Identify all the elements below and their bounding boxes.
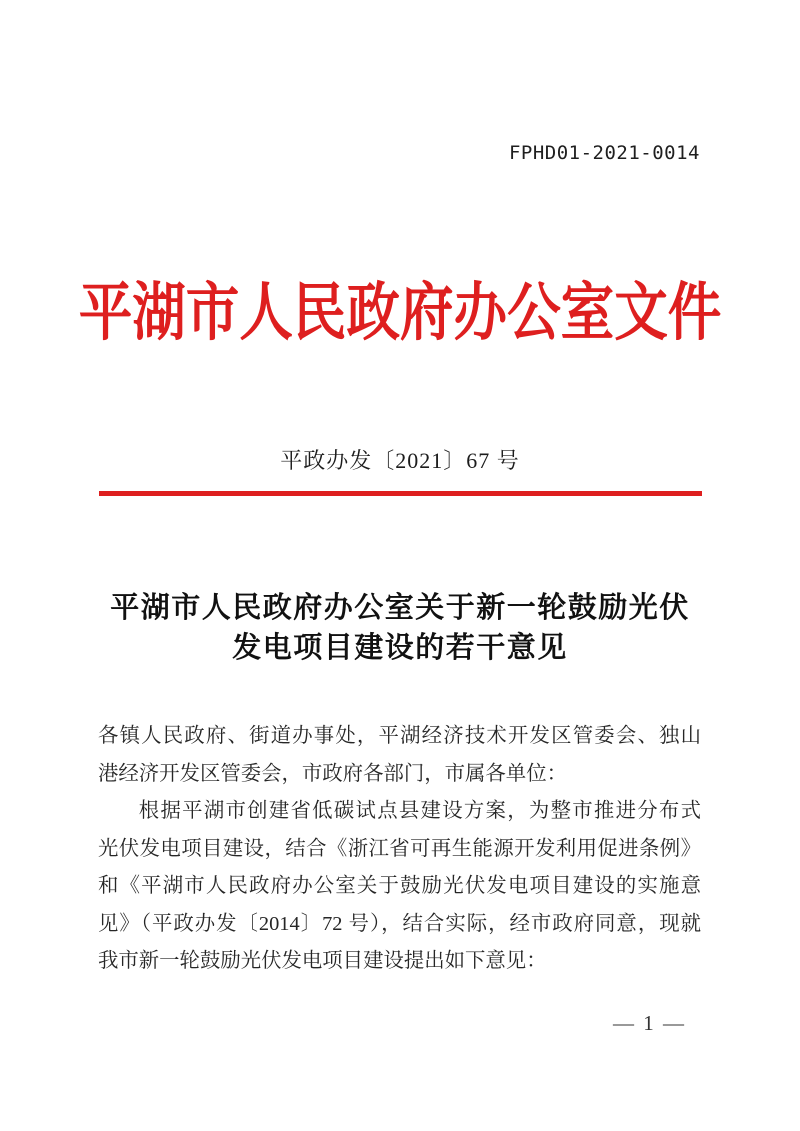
masthead-title: 平湖市人民政府办公室文件 [78,278,722,348]
document-title [0,588,800,668]
red-divider-rule [99,491,702,496]
doc-issue-number: 平政办发〔2021〕67 号 [280,448,520,473]
text-line: 根据平湖市创建省低碳试点县建设方案，为整市推进分布式 [138,800,701,822]
document-title-line: 平湖市人民政府办公室关于新一轮鼓励光伏 [110,592,690,624]
document-body [98,718,701,981]
text-line: 和《平湖市人民政府办公室关于鼓励光伏发电项目建设的实施意 [98,875,701,897]
document-title-line: 发电项目建设的若干意见 [232,632,568,664]
text-line: 港经济开发区管委会，市政府各部门，市属各单位： [98,762,567,785]
intro-paragraph [98,793,701,981]
text-line: 光伏发电项目建设，结合《浙江省可再生能源开发利用促进条例》 [98,837,701,860]
text-line: 见》（平政办发〔2014〕72 号），结合实际，经市政府同意，现就 [98,912,701,935]
text-line: 我市新一轮鼓励光伏发电项目建设提出如下意见： [98,950,547,972]
text-line: 各镇人民政府、街道办事处，平湖经济技术开发区管委会、独山 [98,725,701,747]
doc-reference-code: FPHD01-2021-0014 [508,142,700,164]
salutation-paragraph [98,718,701,793]
page-number: — 1 — [613,1011,686,1035]
